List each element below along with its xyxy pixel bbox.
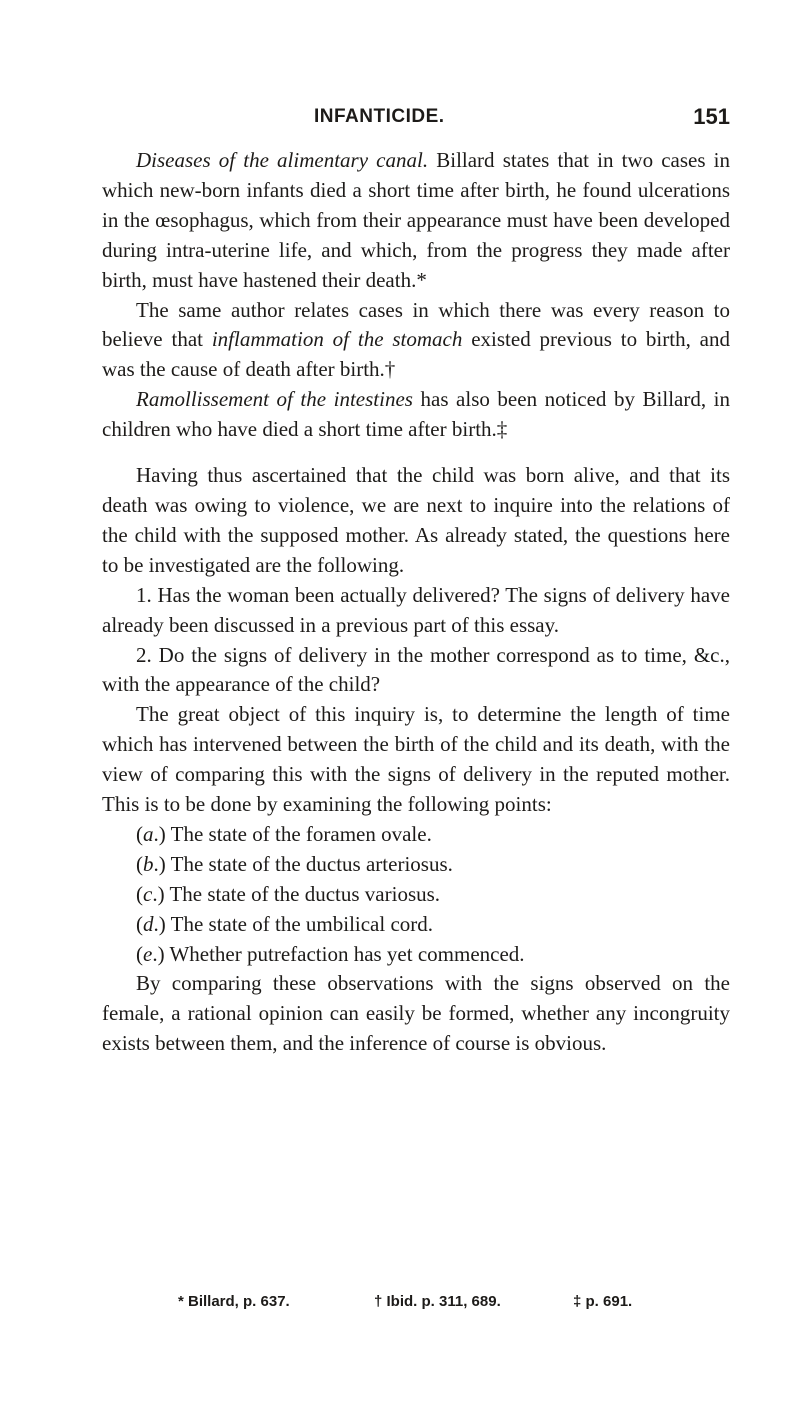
list-item-text: The state of the foramen ovale. — [165, 821, 432, 846]
paragraph-intestines — [102, 385, 730, 445]
body-text — [102, 146, 730, 1059]
page-header — [314, 106, 730, 138]
question-1: 1. Has the woman been actually delivered? The signs of delivery have already been discussed in a previous part of this essay. — [102, 582, 730, 637]
italic-term: inflammation of the stomach — [211, 327, 463, 352]
footnote-3: ‡ p. 691. — [573, 1293, 633, 1310]
list-item: (e.) Whether putrefaction has yet commenced. — [136, 941, 525, 966]
question-2: 2. Do the signs of delivery in the mother correspond as to time, &c., with the appearance of the child? — [102, 642, 730, 697]
paragraph-text: has also been noticed by Billard, in children who have died a short time after birth.‡ — [102, 387, 730, 442]
italic-term: Ramollissement of the intestines — [136, 387, 413, 412]
paragraph-text: Billard states that in two cases in which new-born infants died a short time after birth, he found ulcerations in the œsophagus, which from their appearance must have been developed during intra-uterine life, and which, from the progress they made after birth, must have hastened their death.* — [102, 148, 730, 292]
footnote-1: * Billard, p. 637. — [178, 1293, 290, 1310]
paragraph-relations: Having thus ascertained that the child was born alive, and that its death was owing to violence, we are next to inquire into the relations of the child with the supposed mother. As already stated, the questions here to be investigated are the following. — [102, 463, 730, 577]
list-item-label: a — [143, 821, 154, 846]
paragraph-text: The same author relates cases in which there was every reason to believe that — [102, 297, 730, 352]
footnotes — [178, 1293, 648, 1319]
paragraph-inquiry: The great object of this inquiry is, to determine the length of time which has intervened between the birth of the child and its death, with the view of comparing this with the signs of delivery in the reputed mother. This is to be done by examining the following points: — [102, 702, 730, 817]
footnote-2: † Ibid. p. 311, 689. — [374, 1293, 501, 1310]
section-title-alimentary-canal: Diseases of the alimentary canal. — [136, 148, 429, 172]
running-head: INFANTICIDE. — [314, 106, 445, 127]
paragraph-alimentary-canal — [102, 146, 730, 296]
list-item-label: d — [143, 911, 154, 936]
list-item: (c.) The state of the ductus variosus. — [136, 881, 441, 906]
list-item-label: c — [143, 881, 153, 906]
paragraph-conclusion: By comparing these observations with the signs observed on the female, a rational opinion can easily be formed, whether any incongruity exists between them, and the inference of course is obvious. — [102, 971, 730, 1056]
list-item-label: b — [143, 851, 154, 876]
list-item-text: The state of the ductus variosus. — [164, 881, 441, 906]
paragraph-stomach — [102, 296, 730, 386]
page-number: 151 — [693, 104, 730, 129]
paragraph-text: existed previous to birth, and was the cause of death after birth.† — [102, 327, 730, 382]
list-item-label: e — [143, 941, 153, 966]
list-item: (d.) The state of the umbilical cord. — [136, 911, 434, 936]
list-item: (b.) The state of the ductus arteriosus. — [136, 851, 453, 876]
list-item-text: The state of the ductus arteriosus. — [165, 851, 453, 876]
list-item-text: Whether putrefaction has yet commenced. — [164, 941, 525, 966]
list-item-text: The state of the umbilical cord. — [165, 911, 434, 936]
list-item: (a.) The state of the foramen ovale. — [136, 821, 432, 846]
